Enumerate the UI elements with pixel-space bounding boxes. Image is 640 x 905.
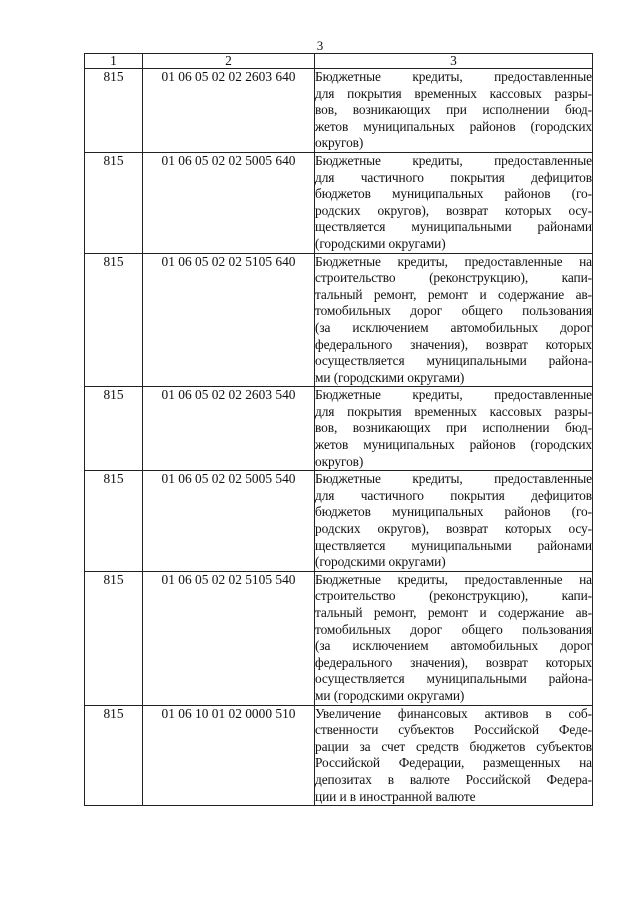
description-line: ществляется муниципальными районами — [315, 537, 592, 553]
description-line: ществляется муниципальными районами — [315, 219, 592, 235]
description-line: ми (городскими округами) — [315, 369, 465, 385]
table-row — [85, 152, 593, 253]
table-row — [85, 69, 593, 153]
admin-code-cell: 815 — [85, 69, 143, 153]
budget-code-cell: 01 06 05 02 02 5005 540 — [143, 471, 315, 572]
description-line: осуществляется муниципальными района- — [315, 671, 592, 687]
description-line: Бюджетные кредиты, предоставленные на — [315, 253, 592, 269]
admin-code-cell: 815 — [85, 387, 143, 471]
description-cell — [315, 152, 593, 253]
description-line: (за исключением автомобильных дорог — [315, 319, 592, 335]
description-line: округов) — [315, 135, 364, 151]
budget-code-cell: 01 06 05 02 02 5105 540 — [143, 571, 315, 705]
table-row — [85, 705, 593, 806]
column-header-1: 1 — [85, 54, 143, 69]
description-line: томобильных дорог общего пользования — [315, 621, 592, 637]
description-line: осуществляется муниципальными района- — [315, 353, 592, 369]
description-line: бюджетов муниципальных районов (го- — [315, 504, 592, 520]
admin-code-cell: 815 — [85, 571, 143, 705]
description-line: федерального значения), возврат которых — [315, 654, 592, 670]
description-line: для частичного покрытия дефицитов — [315, 169, 592, 185]
description-line: ми (городскими округами) — [315, 687, 465, 703]
page-number: 3 — [316, 38, 324, 53]
description-line: Бюджетные кредиты, предоставленные — [315, 152, 592, 168]
description-line: Российской Федерации, размещенных на — [315, 755, 592, 771]
budget-code-cell: 01 06 05 02 02 2603 640 — [143, 69, 315, 153]
description-line: жетов муниципальных районов (городских — [315, 118, 592, 134]
description-line: Бюджетные кредиты, предоставленные — [315, 387, 592, 403]
description-line: строительство (реконструкцию), капи- — [315, 588, 592, 604]
table-row — [85, 253, 593, 387]
description-line: округов) — [315, 453, 364, 469]
description-cell — [315, 705, 593, 806]
description-line: для покрытия временных кассовых разры- — [315, 85, 592, 101]
description-line: для покрытия временных кассовых разры- — [315, 403, 592, 419]
description-line: вов, возникающих при исполнении бюд- — [315, 420, 592, 436]
budget-classification-table — [84, 53, 593, 806]
description-line: жетов муниципальных районов (городских — [315, 437, 592, 453]
description-line: депозитах в валюте Российской Федера- — [315, 771, 592, 787]
column-header-2: 2 — [143, 54, 315, 69]
admin-code-cell: 815 — [85, 705, 143, 806]
budget-code-cell: 01 06 05 02 02 2603 540 — [143, 387, 315, 471]
description-line: Бюджетные кредиты, предоставленные — [315, 69, 592, 84]
description-line: федерального значения), возврат которых — [315, 336, 592, 352]
description-line: ции и в иностранной валюте — [315, 788, 476, 804]
admin-code-cell: 815 — [85, 152, 143, 253]
description-line: бюджетов муниципальных районов (го- — [315, 186, 592, 202]
description-line: томобильных дорог общего пользования — [315, 303, 592, 319]
description-cell — [315, 471, 593, 572]
description-line: родских округов), возврат которых осу- — [315, 202, 592, 218]
description-cell — [315, 387, 593, 471]
description-line: тальный ремонт, ремонт и содержание ав- — [315, 286, 592, 302]
budget-code-cell: 01 06 10 01 02 0000 510 — [143, 705, 315, 806]
admin-code-cell: 815 — [85, 471, 143, 572]
description-line: строительство (реконструкцию), капи- — [315, 270, 592, 286]
admin-code-cell: 815 — [85, 253, 143, 387]
description-line: Увеличение финансовых активов в соб- — [315, 705, 592, 721]
budget-code-cell: 01 06 05 02 02 5005 640 — [143, 152, 315, 253]
table-header-row — [85, 54, 593, 69]
description-cell — [315, 69, 593, 153]
column-header-3: 3 — [315, 54, 593, 69]
description-cell — [315, 253, 593, 387]
description-line: для частичного покрытия дефицитов — [315, 487, 592, 503]
description-cell — [315, 571, 593, 705]
description-line: вов, возникающих при исполнении бюд- — [315, 102, 592, 118]
description-line: родских округов), возврат которых осу- — [315, 521, 592, 537]
description-line: (городскими округами) — [315, 235, 446, 251]
description-line: Бюджетные кредиты, предоставленные на — [315, 571, 592, 587]
description-line: тальный ремонт, ремонт и содержание ав- — [315, 605, 592, 620]
description-line: (городскими округами) — [315, 554, 446, 570]
description-line: ственности субъектов Российской Феде- — [315, 722, 592, 738]
description-line: рации за счет средств бюджетов субъектов — [315, 738, 592, 754]
description-line: (за исключением автомобильных дорог — [315, 638, 592, 654]
budget-code-cell: 01 06 05 02 02 5105 640 — [143, 253, 315, 387]
table-row — [85, 571, 593, 705]
table-row — [85, 471, 593, 572]
table-row — [85, 387, 593, 471]
description-line: Бюджетные кредиты, предоставленные — [315, 471, 592, 487]
